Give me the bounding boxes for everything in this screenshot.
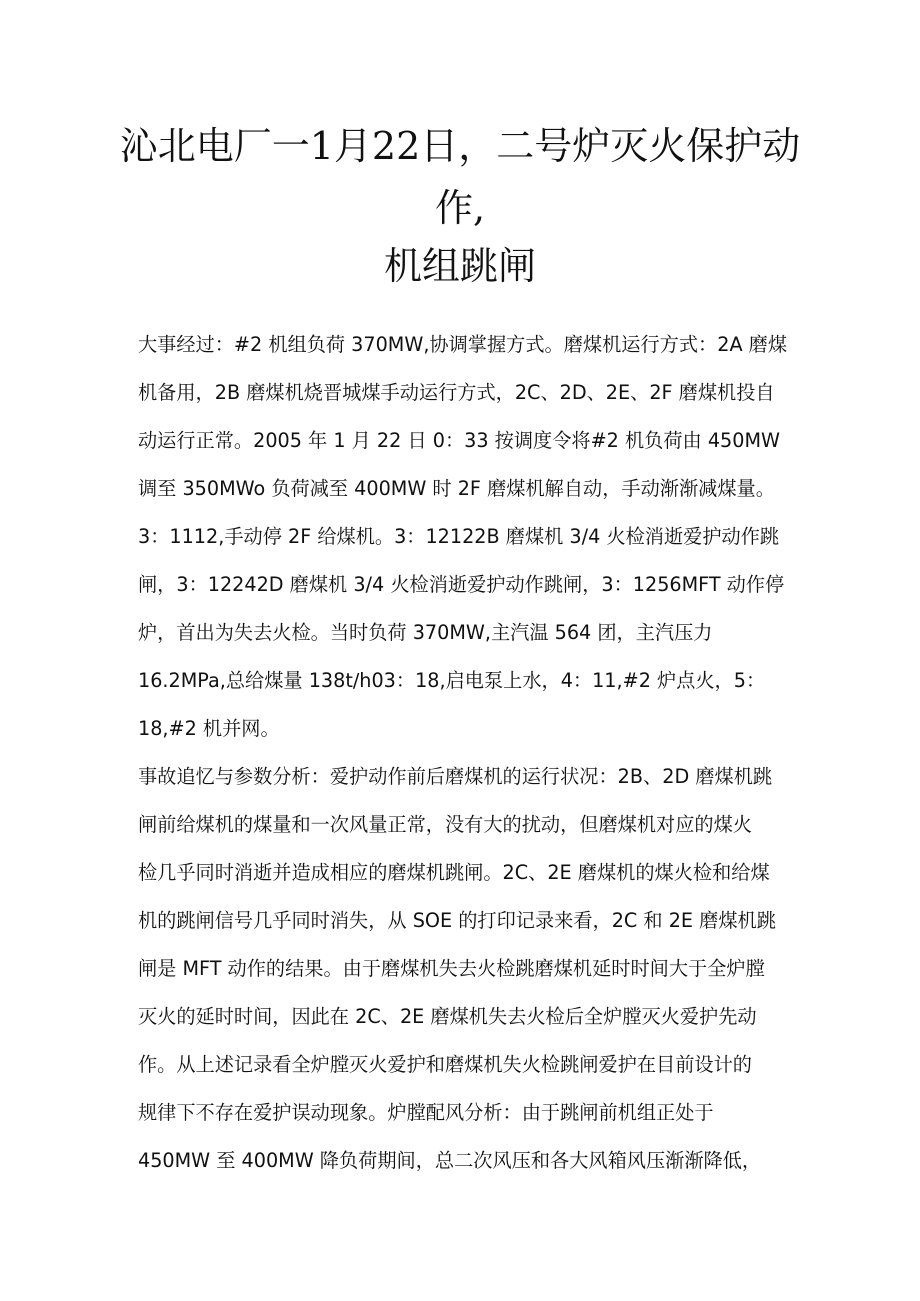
body-line-11: 闸前给煤机的煤量和一次风量正常，没有大的扰动，但磨煤机对应的煤火 — [138, 813, 752, 836]
body-line-6: 闸，3：12242D 磨煤机 3/4 火检消逝爱护动作跳闸，3：1256MFT 动作停 — [138, 573, 785, 596]
body-line-13: 机的跳闸信号几乎同时消失，从 SOE 的打印记录来看，2C 和 2E 磨煤机跳 — [138, 909, 776, 932]
body-line-10: 事故追忆与参数分析：爱护动作前后磨煤机的运行状况：2B、2D 磨煤机跳 — [138, 765, 773, 788]
body-line-18: 450MW 至 400MW 降负荷期间，总二次风压和各大风箱风压渐渐降低， — [138, 1149, 762, 1172]
body-line-3: 动运行正常。2005 年 1 月 22 日 0：33 按调度令将#2 机负荷由 450MW — [138, 429, 780, 452]
document-title-line-3: 机组跳闸 — [383, 244, 536, 288]
body-line-1: 大事经过：#2 机组负荷 370MW,协调掌握方式。磨煤机运行方式：2A 磨煤 — [138, 333, 788, 356]
body-line-7: 炉，首出为失去火检。当时负荷 370MW,主汽温 564 团，主汽压力 — [138, 621, 713, 644]
body-line-4: 调至 350MWo 负荷减至 400MW 时 2F 磨煤机解自动，手动渐渐减煤量。 — [138, 477, 775, 500]
body-line-16: 作。从上述记录看全炉膛灭火爱护和磨煤机失火检跳闸爱护在目前设计的 — [138, 1053, 752, 1076]
document-title-line-2: 作, — [434, 186, 486, 230]
body-line-14: 闸是 MFT 动作的结果。由于磨煤机失去火检跳磨煤机延时时间大于全炉膛 — [138, 957, 765, 980]
body-line-9: 18,#2 机并网。 — [138, 717, 280, 740]
body-line-2: 机备用，2B 磨煤机烧晋城煤手动运行方式，2C、2D、2E、2F 磨煤机投自 — [138, 381, 775, 404]
body-line-5: 3：1112,手动停 2F 给煤机。3：12122B 磨煤机 3/4 火检消逝爱护动作跳 — [138, 525, 780, 548]
body-line-12: 检几乎同时消逝并造成相应的磨煤机跳闸。2C、2E 磨煤机的煤火检和给煤 — [138, 861, 770, 884]
body-line-8: 16.2MPa,总给煤量 138t∕h03：18,启电泵上水，4：11,#2 炉点火，5： — [138, 669, 766, 692]
body-line-15: 灭火的延时时间，因此在 2C、2E 磨煤机失去火检后全炉膛灭火爱护先动 — [138, 1005, 757, 1028]
body-line-17: 规律下不存在爱护误动现象。炉膛配风分析：由于跳闸前机组正处于 — [138, 1101, 714, 1124]
document-title-line-1: 沁北电厂一1月22日，二号炉灭火保护动 — [119, 124, 801, 168]
